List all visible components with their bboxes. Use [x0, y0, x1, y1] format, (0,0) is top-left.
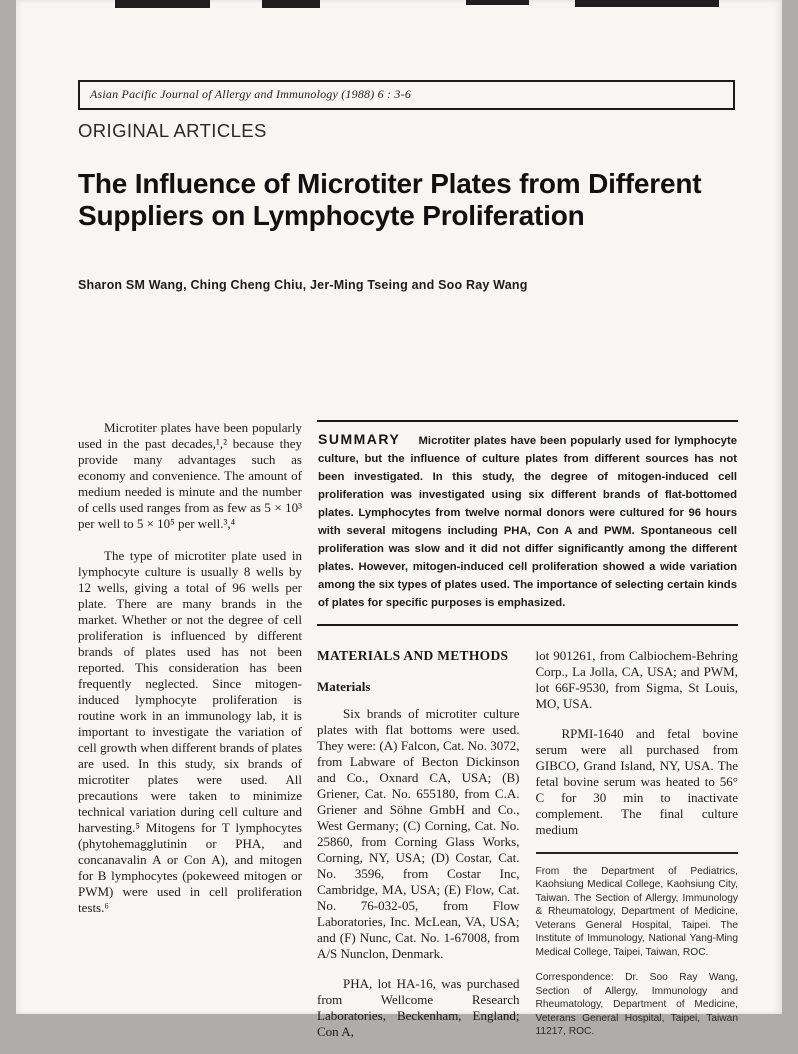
- scan-artifact: [115, 0, 210, 8]
- intro-paragraph: The type of microtiter plate used in lymphocyte culture is usually 8 wells by 12 wells, giving a total of 96 wells per plate. There are many brands in the market. Whether or not the degree of cell proliferation is influenced by different brands of plates used has not been reported. This consideration has been frequently neglected. Since mitogen-induced lymphocyte proliferation is routine work in an immunology lab, it is important to investigate the variation of cell growth when different brands of plates are used. In this study, six brands of microtiter plates were used. All precautions were taken to minimize technical variation during cell culture and harvesting.⁵ Mitogens for T lymphocytes (phytohemagglutinin or PHA, and concanavalin A or Con A), and mitogen for B lymphocytes (pokeweed mitogen or PWM) were used in cell proliferation tests.⁶: [78, 547, 302, 915]
- article-title: The Influence of Microtiter Plates from Different Suppliers on Lymphocyte Proliferation: [78, 168, 702, 231]
- methods-column-1: [317, 648, 520, 1054]
- methods-paragraph: lot 901261, from Calbiochem-Behring Corp., La Jolla, CA, USA; and PWM, lot 66F-9530, from Sigma, St Louis, MO, USA.: [535, 647, 738, 711]
- methods-columns: [317, 648, 738, 1054]
- right-area: [317, 420, 738, 1054]
- methods-paragraph: RPMI-1640 and fetal bovine serum were all purchased from GIBCO, Grand Island, NY, USA. The fetal bovine serum was heated to 56° C for 30 min to inactivate complement. The final culture medium: [535, 725, 738, 837]
- author-list: Sharon SM Wang, Ching Cheng Chiu, Jer-Ming Tseing and Soo Ray Wang: [78, 277, 528, 292]
- methods-paragraph: Six brands of microtiter culture plates with flat bottoms were used. They were: (A) Falcon, Cat. No. 3072, from Labware of Becton Dickinson and Co., Oxnard CA, USA; (B) Griener, Cat. No. 655180, from C.A. Griener and Söhne GmbH and Co., West Germany; (C) Corning, Cat. No. 25860, from Corning Glass Works, Corning, NY, USA; (D) Costar, Cat. No. 3596, from Costar Inc, Cambridge, MA, USA; (E) Flow, Cat. No. 76-032-05, from Flow Laboratories, Inc. McLean, VA, USA; and (F) Nunc, Cat. No. 1-67008, from A/S Nunclon, Denmark.: [317, 705, 520, 961]
- page-content: [16, 0, 782, 1054]
- scan-artifact: [466, 0, 529, 5]
- methods-heading: MATERIALS AND METHODS: [317, 647, 509, 663]
- section-label: ORIGINAL ARTICLES: [78, 120, 267, 141]
- scan-artifact: [575, 0, 719, 7]
- journal-citation: Asian Pacific Journal of Allergy and Immunology (1988) 6 : 3-6: [90, 87, 412, 101]
- scanned-page: [16, 0, 782, 1039]
- summary-label: SUMMARY: [318, 430, 401, 447]
- intro-paragraph: Microtiter plates have been popularly used in the past decades,¹,² because they provide many advantages such as economy and convenience. The amount of medium needed is minute and the number of cells used ranges from as few as 5 × 10³ per well to 5 × 10⁵ per well.³,⁴: [78, 419, 302, 531]
- article-body: [78, 420, 738, 1054]
- materials-subheading: Materials: [317, 678, 371, 694]
- scan-artifact: [262, 0, 320, 8]
- methods-paragraph: PHA, lot HA-16, was purchased from Wellcome Research Laboratories, Beckenham, England; Con A,: [317, 975, 520, 1039]
- affiliation-note: From the Department of Pediatrics, Kaohsiung Medical College, Kaohsiung City, Taiwan. The Section of Allergy, Immunology & Rheumatology, Department of Medicine, Veterans General Hospital, Taipei. The Institute of Immunology, National Yang-Ming Medical College, Taipei, Taiwan, ROC.: [535, 865, 738, 958]
- correspondence-note: Correspondence: Dr. Soo Ray Wang, Section of Allergy, Immunology and Rheumatology, Department of Medicine, Veterans General Hospital, Taipei, Taiwan 11217, ROC.: [535, 972, 738, 1038]
- summary-text: Microtiter plates have been popularly used for lymphocyte culture, but the influence of culture plates from different sources has not been investigated. In this study, the degree of mitogen-induced cell proliferation was investigated using six different brands of flat-bottomed plates. Lymphocytes from twelve normal donors were cultured for 96 hours with several mitogens including PHA, Con A and PWM. Spontaneous cell proliferation was slow and it did not differ significantly among the different plates. However, mitogen-induced cell proliferation showed a wide variation among the six types of plates used. The importance of selecting certain kinds of plates for specific purposes is emphasized.: [318, 434, 737, 609]
- footnote-block: [536, 852, 739, 1039]
- journal-header-box: [78, 80, 735, 110]
- methods-column-2: [536, 648, 739, 1054]
- intro-column: [78, 420, 302, 1054]
- summary-box: [317, 420, 738, 626]
